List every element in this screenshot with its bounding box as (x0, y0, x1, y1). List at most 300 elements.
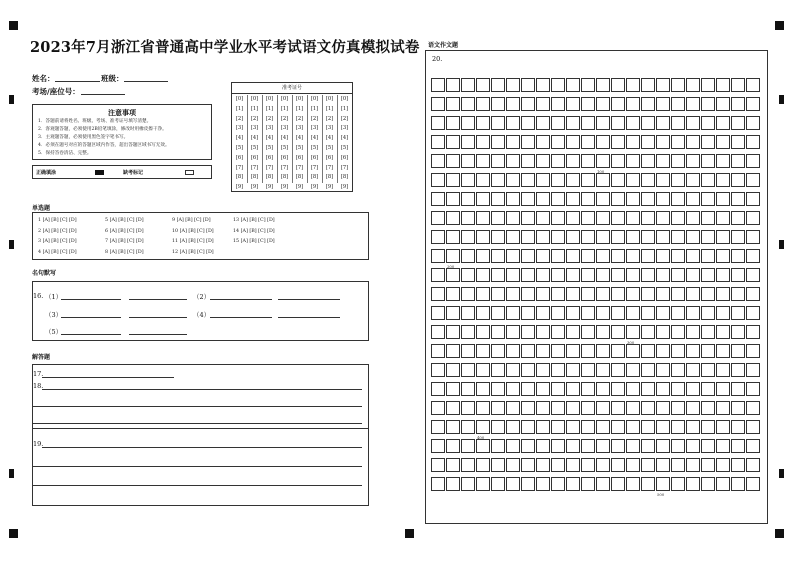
composition-cell[interactable] (656, 249, 670, 263)
composition-cell[interactable] (476, 192, 490, 206)
composition-cell[interactable] (446, 97, 460, 111)
composition-cell[interactable] (491, 116, 505, 130)
composition-cell[interactable] (521, 211, 535, 225)
composition-cell[interactable] (446, 78, 460, 92)
composition-cell[interactable] (506, 116, 520, 130)
composition-cell[interactable] (491, 401, 505, 415)
composition-cell[interactable] (521, 249, 535, 263)
composition-cell[interactable] (671, 173, 685, 187)
composition-cell[interactable] (491, 154, 505, 168)
composition-cell[interactable] (581, 268, 595, 282)
exam-id-bubble[interactable]: [6] (295, 154, 304, 161)
composition-cell[interactable] (686, 249, 700, 263)
composition-cell[interactable] (716, 249, 730, 263)
exam-id-bubble[interactable]: [0] (295, 96, 304, 102)
composition-cell[interactable] (686, 97, 700, 111)
composition-cell[interactable] (506, 439, 520, 453)
composition-cell[interactable] (701, 154, 715, 168)
composition-cell[interactable] (551, 344, 565, 358)
composition-cell[interactable] (641, 154, 655, 168)
composition-cell[interactable] (431, 268, 445, 282)
composition-cell[interactable] (626, 363, 640, 377)
composition-cell[interactable] (476, 154, 490, 168)
composition-cell[interactable] (716, 325, 730, 339)
composition-cell[interactable] (461, 401, 475, 415)
composition-cell[interactable] (746, 230, 760, 244)
composition-cell[interactable] (596, 97, 610, 111)
composition-cell[interactable] (641, 78, 655, 92)
composition-cell[interactable] (491, 78, 505, 92)
composition-cell[interactable] (536, 382, 550, 396)
composition-cell[interactable] (746, 344, 760, 358)
composition-cell[interactable] (551, 97, 565, 111)
composition-cell[interactable] (461, 325, 475, 339)
exam-id-bubble[interactable]: [8] (340, 174, 349, 181)
composition-cell[interactable] (446, 439, 460, 453)
composition-cell[interactable] (611, 173, 625, 187)
composition-cell[interactable] (461, 192, 475, 206)
composition-cell[interactable] (551, 154, 565, 168)
composition-cell[interactable] (626, 78, 640, 92)
composition-cell[interactable] (746, 268, 760, 282)
composition-cell[interactable] (746, 154, 760, 168)
exam-id-bubble[interactable]: [7] (280, 164, 289, 171)
composition-cell[interactable] (731, 458, 745, 472)
composition-cell[interactable] (431, 135, 445, 149)
composition-cell[interactable] (581, 439, 595, 453)
composition-cell[interactable] (656, 173, 670, 187)
exam-id-bubble[interactable]: [6] (340, 154, 349, 161)
composition-cell[interactable] (536, 192, 550, 206)
composition-cell[interactable] (566, 97, 580, 111)
composition-cell[interactable] (566, 249, 580, 263)
name-field[interactable] (55, 81, 100, 82)
composition-cell[interactable] (491, 173, 505, 187)
composition-cell[interactable] (701, 211, 715, 225)
composition-cell[interactable] (626, 420, 640, 434)
composition-cell[interactable] (641, 382, 655, 396)
q16-blank[interactable] (210, 299, 272, 300)
composition-cell[interactable] (476, 287, 490, 301)
composition-cell[interactable] (431, 306, 445, 320)
composition-cell[interactable] (566, 382, 580, 396)
composition-cell[interactable] (671, 116, 685, 130)
exam-id-bubble[interactable]: [6] (250, 154, 259, 161)
composition-cell[interactable] (551, 173, 565, 187)
exam-id-bubble[interactable]: [8] (325, 174, 334, 181)
exam-id-bubble[interactable]: [8] (280, 174, 289, 181)
composition-cell[interactable] (686, 458, 700, 472)
composition-cell[interactable] (716, 78, 730, 92)
composition-cell[interactable] (731, 78, 745, 92)
composition-cell[interactable] (641, 97, 655, 111)
composition-cell[interactable] (521, 230, 535, 244)
exam-id-bubble[interactable]: [9] (340, 184, 349, 191)
composition-cell[interactable] (656, 154, 670, 168)
composition-cell[interactable] (716, 97, 730, 111)
composition-cell[interactable] (731, 382, 745, 396)
composition-cell[interactable] (566, 287, 580, 301)
composition-cell[interactable] (731, 287, 745, 301)
composition-cell[interactable] (626, 401, 640, 415)
composition-cell[interactable] (731, 211, 745, 225)
composition-cell[interactable] (476, 135, 490, 149)
composition-cell[interactable] (626, 344, 640, 358)
composition-cell[interactable] (701, 458, 715, 472)
exam-id-bubble[interactable]: [1] (250, 105, 259, 112)
composition-cell[interactable] (566, 116, 580, 130)
composition-cell[interactable] (461, 78, 475, 92)
composition-cell[interactable] (506, 477, 520, 491)
composition-cell[interactable] (476, 268, 490, 282)
composition-cell[interactable] (671, 344, 685, 358)
composition-cell[interactable] (596, 116, 610, 130)
composition-cell[interactable] (536, 363, 550, 377)
composition-cell[interactable] (551, 192, 565, 206)
composition-cell[interactable] (581, 306, 595, 320)
composition-cell[interactable] (611, 249, 625, 263)
composition-cell[interactable] (521, 420, 535, 434)
exam-id-bubble[interactable]: [0] (250, 96, 259, 102)
composition-cell[interactable] (431, 173, 445, 187)
composition-cell[interactable] (461, 477, 475, 491)
composition-cell[interactable] (716, 173, 730, 187)
exam-id-bubble[interactable]: [5] (250, 144, 259, 151)
composition-cell[interactable] (626, 458, 640, 472)
composition-cell[interactable] (521, 363, 535, 377)
composition-cell[interactable] (566, 135, 580, 149)
exam-id-bubble[interactable]: [5] (265, 144, 274, 151)
composition-cell[interactable] (431, 382, 445, 396)
composition-cell[interactable] (641, 116, 655, 130)
composition-cell[interactable] (611, 230, 625, 244)
mc-question[interactable]: 12 [A] [B] [C] [D] (172, 249, 214, 255)
composition-cell[interactable] (431, 344, 445, 358)
composition-cell[interactable] (656, 116, 670, 130)
composition-cell[interactable] (521, 401, 535, 415)
composition-cell[interactable] (551, 287, 565, 301)
composition-cell[interactable] (596, 477, 610, 491)
composition-cell[interactable] (476, 306, 490, 320)
composition-cell[interactable] (476, 344, 490, 358)
exam-id-bubble[interactable]: [4] (265, 135, 274, 142)
composition-cell[interactable] (551, 230, 565, 244)
exam-id-bubble[interactable]: [1] (310, 105, 319, 112)
composition-cell[interactable] (641, 268, 655, 282)
composition-cell[interactable] (596, 249, 610, 263)
composition-cell[interactable] (731, 249, 745, 263)
exam-id-bubble[interactable]: [6] (265, 154, 274, 161)
exam-id-bubble[interactable]: [7] (340, 164, 349, 171)
composition-cell[interactable] (671, 154, 685, 168)
composition-cell[interactable] (656, 135, 670, 149)
composition-cell[interactable] (701, 192, 715, 206)
composition-cell[interactable] (671, 420, 685, 434)
composition-cell[interactable] (626, 477, 640, 491)
composition-cell[interactable] (476, 363, 490, 377)
composition-cell[interactable] (446, 420, 460, 434)
composition-cell[interactable] (506, 230, 520, 244)
exam-id-bubble[interactable]: [2] (280, 115, 289, 122)
composition-cell[interactable] (551, 325, 565, 339)
composition-cell[interactable] (671, 458, 685, 472)
mc-question[interactable]: 7 [A] [B] [C] [D] (105, 239, 144, 244)
composition-cell[interactable] (611, 154, 625, 168)
exam-id-bubble[interactable]: [7] (235, 164, 244, 171)
exam-id-bubble[interactable]: [3] (265, 125, 274, 132)
composition-cell[interactable] (701, 116, 715, 130)
composition-cell[interactable] (491, 268, 505, 282)
exam-id-bubble[interactable]: [0] (310, 96, 319, 102)
composition-cell[interactable] (701, 382, 715, 396)
composition-cell[interactable] (461, 173, 475, 187)
mc-question[interactable]: 5 [A] [B] [C] [D] (105, 218, 144, 223)
composition-cell[interactable] (491, 135, 505, 149)
exam-id-bubble[interactable]: [4] (325, 135, 334, 142)
composition-cell[interactable] (476, 382, 490, 396)
exam-id-bubble[interactable]: [5] (295, 144, 304, 151)
composition-cell[interactable] (596, 401, 610, 415)
q16-blank[interactable] (129, 299, 187, 300)
composition-cell[interactable] (746, 211, 760, 225)
composition-cell[interactable] (506, 154, 520, 168)
exam-id-bubble[interactable]: [0] (325, 96, 334, 102)
exam-id-bubble[interactable]: [2] (340, 115, 349, 122)
composition-cell[interactable] (506, 458, 520, 472)
composition-cell[interactable] (551, 306, 565, 320)
composition-cell[interactable] (566, 344, 580, 358)
exam-id-bubble[interactable]: [1] (265, 105, 274, 112)
composition-cell[interactable] (596, 154, 610, 168)
composition-cell[interactable] (731, 325, 745, 339)
composition-cell[interactable] (671, 211, 685, 225)
composition-cell[interactable] (536, 477, 550, 491)
composition-cell[interactable] (431, 458, 445, 472)
composition-cell[interactable] (581, 97, 595, 111)
composition-cell[interactable] (731, 439, 745, 453)
composition-cell[interactable] (521, 116, 535, 130)
composition-cell[interactable] (686, 154, 700, 168)
exam-id-bubble[interactable]: [2] (250, 115, 259, 122)
composition-cell[interactable] (671, 363, 685, 377)
exam-id-bubble[interactable]: [5] (310, 144, 319, 151)
composition-cell[interactable] (491, 325, 505, 339)
composition-cell[interactable] (671, 135, 685, 149)
composition-cell[interactable] (476, 477, 490, 491)
composition-cell[interactable] (521, 268, 535, 282)
composition-cell[interactable] (746, 135, 760, 149)
composition-cell[interactable] (431, 78, 445, 92)
composition-cell[interactable] (671, 401, 685, 415)
exam-id-bubble[interactable]: [1] (340, 105, 349, 112)
composition-cell[interactable] (566, 458, 580, 472)
exam-id-bubble[interactable]: [7] (265, 164, 274, 171)
composition-cell[interactable] (686, 401, 700, 415)
composition-cell[interactable] (671, 477, 685, 491)
composition-cell[interactable] (701, 420, 715, 434)
composition-cell[interactable] (686, 135, 700, 149)
composition-cell[interactable] (431, 325, 445, 339)
composition-cell[interactable] (431, 249, 445, 263)
composition-cell[interactable] (521, 192, 535, 206)
composition-cell[interactable] (716, 287, 730, 301)
composition-cell[interactable] (626, 268, 640, 282)
mc-question[interactable]: 15 [A] [B] [C] [D] (233, 239, 275, 244)
exam-id-bubble[interactable]: [8] (295, 174, 304, 181)
composition-cell[interactable] (551, 211, 565, 225)
exam-id-bubble[interactable]: [8] (265, 174, 274, 181)
mc-question[interactable]: 3 [A] [B] [C] [D] (38, 239, 77, 244)
composition-cell[interactable] (446, 382, 460, 396)
composition-cell[interactable] (641, 306, 655, 320)
exam-id-bubble[interactable]: [6] (325, 154, 334, 161)
composition-cell[interactable] (596, 439, 610, 453)
room-field[interactable] (81, 94, 125, 95)
composition-cell[interactable] (566, 78, 580, 92)
composition-cell[interactable] (701, 173, 715, 187)
composition-cell[interactable] (431, 97, 445, 111)
composition-cell[interactable] (536, 173, 550, 187)
composition-cell[interactable] (686, 439, 700, 453)
composition-cell[interactable] (701, 97, 715, 111)
composition-cell[interactable] (461, 116, 475, 130)
composition-cell[interactable] (596, 363, 610, 377)
composition-cell[interactable] (701, 439, 715, 453)
composition-cell[interactable] (446, 344, 460, 358)
composition-cell[interactable] (476, 78, 490, 92)
exam-id-bubble[interactable]: [6] (235, 154, 244, 161)
q19-answer-line[interactable] (33, 485, 362, 486)
exam-id-bubble[interactable]: [8] (235, 174, 244, 181)
composition-cell[interactable] (476, 249, 490, 263)
composition-cell[interactable] (491, 420, 505, 434)
composition-cell[interactable] (491, 97, 505, 111)
composition-cell[interactable] (641, 420, 655, 434)
composition-cell[interactable] (461, 97, 475, 111)
composition-cell[interactable] (461, 135, 475, 149)
composition-cell[interactable] (716, 211, 730, 225)
exam-id-bubble[interactable]: [1] (280, 105, 289, 112)
mc-question[interactable]: 9 [A] [B] [C] [D] (172, 218, 211, 223)
q16-blank[interactable] (129, 317, 187, 318)
composition-cell[interactable] (746, 249, 760, 263)
composition-cell[interactable] (521, 382, 535, 396)
composition-cell[interactable] (746, 420, 760, 434)
composition-cell[interactable] (731, 192, 745, 206)
composition-cell[interactable] (536, 116, 550, 130)
exam-id-bubble[interactable]: [1] (295, 105, 304, 112)
composition-cell[interactable] (536, 306, 550, 320)
composition-cell[interactable] (506, 382, 520, 396)
mc-question[interactable]: 14 [A] [B] [C] [D] (233, 228, 275, 234)
exam-id-bubble[interactable]: [3] (295, 125, 304, 132)
exam-id-bubble[interactable]: [6] (280, 154, 289, 161)
composition-cell[interactable] (671, 192, 685, 206)
composition-cell[interactable] (536, 325, 550, 339)
composition-cell[interactable] (596, 306, 610, 320)
composition-cell[interactable] (431, 420, 445, 434)
exam-id-bubble[interactable]: [4] (235, 135, 244, 142)
exam-id-bubble[interactable]: [2] (265, 115, 274, 122)
composition-cell[interactable] (446, 287, 460, 301)
composition-cell[interactable] (536, 287, 550, 301)
composition-cell[interactable] (686, 477, 700, 491)
q16-blank[interactable] (278, 317, 340, 318)
composition-cell[interactable] (536, 249, 550, 263)
composition-cell[interactable] (656, 458, 670, 472)
composition-cell[interactable] (716, 154, 730, 168)
composition-cell[interactable] (521, 97, 535, 111)
composition-cell[interactable] (491, 287, 505, 301)
composition-cell[interactable] (686, 211, 700, 225)
composition-cell[interactable] (476, 458, 490, 472)
composition-cell[interactable] (461, 211, 475, 225)
composition-cell[interactable] (746, 401, 760, 415)
composition-cell[interactable] (746, 363, 760, 377)
q16-blank[interactable] (210, 317, 272, 318)
q19-answer-line[interactable] (33, 466, 362, 467)
composition-cell[interactable] (521, 173, 535, 187)
composition-cell[interactable] (686, 363, 700, 377)
composition-cell[interactable] (716, 401, 730, 415)
composition-cell[interactable] (731, 135, 745, 149)
composition-cell[interactable] (671, 382, 685, 396)
composition-cell[interactable] (716, 439, 730, 453)
composition-cell[interactable] (641, 211, 655, 225)
composition-cell[interactable] (506, 287, 520, 301)
composition-cell[interactable] (521, 344, 535, 358)
exam-id-bubble[interactable]: [8] (310, 174, 319, 181)
composition-cell[interactable] (551, 249, 565, 263)
composition-cell[interactable] (641, 363, 655, 377)
composition-cell[interactable] (506, 97, 520, 111)
composition-cell[interactable] (536, 458, 550, 472)
composition-cell[interactable] (686, 344, 700, 358)
composition-cell[interactable] (626, 116, 640, 130)
exam-id-bubble[interactable]: [4] (250, 135, 259, 142)
composition-cell[interactable] (566, 306, 580, 320)
composition-cell[interactable] (701, 287, 715, 301)
exam-id-bubble[interactable]: [4] (295, 135, 304, 142)
composition-cell[interactable] (641, 325, 655, 339)
composition-cell[interactable] (641, 135, 655, 149)
composition-cell[interactable] (476, 211, 490, 225)
composition-cell[interactable] (626, 439, 640, 453)
composition-cell[interactable] (581, 401, 595, 415)
composition-cell[interactable] (746, 306, 760, 320)
composition-cell[interactable] (626, 325, 640, 339)
composition-cell[interactable] (536, 344, 550, 358)
composition-cell[interactable] (716, 135, 730, 149)
composition-cell[interactable] (506, 78, 520, 92)
composition-cell[interactable] (671, 325, 685, 339)
composition-cell[interactable] (731, 97, 745, 111)
composition-cell[interactable] (581, 458, 595, 472)
composition-cell[interactable] (716, 192, 730, 206)
composition-cell[interactable] (596, 230, 610, 244)
composition-cell[interactable] (566, 363, 580, 377)
composition-cell[interactable] (461, 306, 475, 320)
composition-cell[interactable] (686, 78, 700, 92)
composition-cell[interactable] (626, 249, 640, 263)
composition-cell[interactable] (431, 363, 445, 377)
composition-cell[interactable] (686, 268, 700, 282)
composition-cell[interactable] (581, 420, 595, 434)
composition-cell[interactable] (671, 306, 685, 320)
composition-cell[interactable] (641, 477, 655, 491)
exam-id-bubble[interactable]: [9] (325, 184, 334, 191)
exam-id-bubble[interactable]: [2] (295, 115, 304, 122)
